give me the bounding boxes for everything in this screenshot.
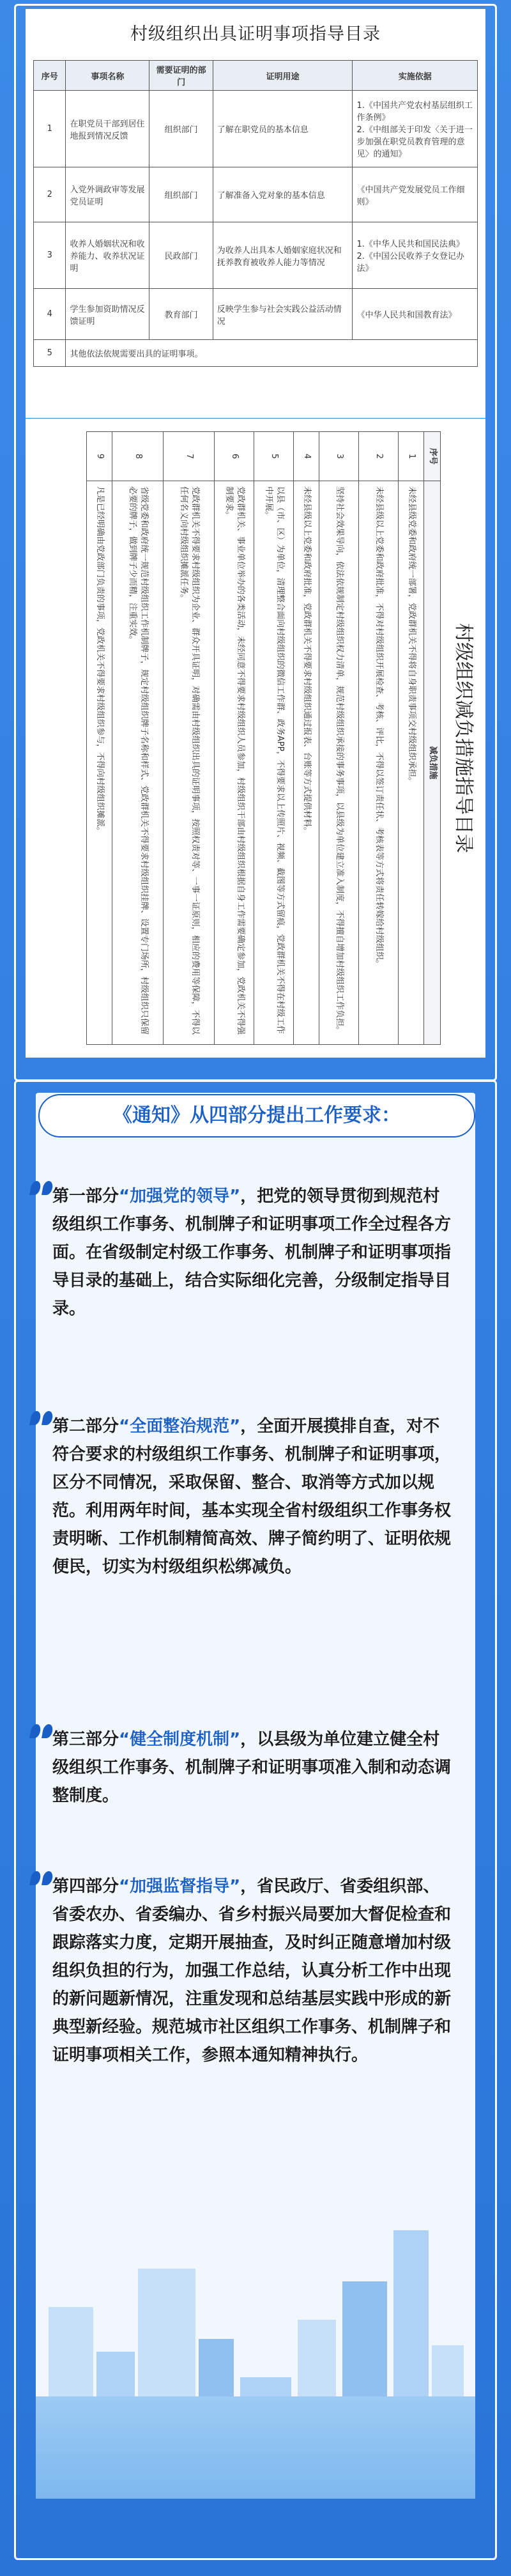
table-row <box>34 340 478 367</box>
part-prefix: 第一部分 <box>52 1187 119 1206</box>
table-row <box>34 91 478 167</box>
row-item: 其他依法依规需要出具的证明事项。 <box>66 340 478 367</box>
table-row <box>87 432 112 1045</box>
table2-rotated <box>26 419 485 1058</box>
row-item: 入党外调政审等发展党员证明 <box>66 167 149 222</box>
row-no: 3 <box>319 432 359 481</box>
table1-header-basis: 实施依据 <box>353 61 478 91</box>
row-no: 6 <box>215 432 254 481</box>
row-item: 收养人婚姻状况和收养能力、收养状况证明 <box>66 222 149 289</box>
row-basis: 1.《中华人民共和国民法典》 2.《中国公民收养子女登记办法》 <box>353 222 478 289</box>
table2-card <box>26 419 485 1058</box>
row-measure: 坚持社会效果导向，依法依规制定村级组织权力清单，规范村级组织承接的事务事项，以县级为单位建立准入制度，不得擅自增加村级组织工作负担。 <box>319 481 359 1045</box>
row-no: 3 <box>34 222 66 289</box>
table2-title: 村级组织减负措施指导目录 <box>452 623 475 853</box>
table2 <box>86 431 441 1045</box>
row-dept: 组织部门 <box>149 167 213 222</box>
row-use: 了解准备入党对象的基本信息 <box>213 167 353 222</box>
table-row <box>215 432 254 1045</box>
row-no: 5 <box>254 432 294 481</box>
row-dept: 教育部门 <box>149 289 213 340</box>
row-no: 1 <box>399 432 424 481</box>
row-measure: 党政群机关、事业单位举办的各类活动，未经同意不得要求村级组织人员参加，村级组织干部由村级组织根据自身工作需要确定参加，党政机关不得强制要求。 <box>215 481 254 1045</box>
part-prefix: 第二部分 <box>52 1417 119 1436</box>
table1-header-dept: 需要证明的部门 <box>149 61 213 91</box>
row-measure: 党政群机关不得要求村级组织为企业、群众开具证明，对确需由村级组织出具的证明事项，按照权责对等、一事一证原则，相应的费用等保障，不得以任何名义向村级组织摊派任务。 <box>164 481 215 1045</box>
table-row <box>164 432 215 1045</box>
part-highlight: “加强监督指导” <box>119 1877 241 1896</box>
row-use: 反映学生参与社会实践公益活动情况 <box>213 289 353 340</box>
part-text: ，省民政厅、省委组织部、省委农办、省委编办、省乡村振兴局要加大督促检查和跟踪落实力度，定期开展抽查，及时纠正随意增加村级组织负担的行为，加强工作总结，认真分析工作中出现的新问题新情况，注重发现和总结基层实践中形成的新典型新经验。规范城市社区组织工作事务、机制牌子和证明事项相关工作，参照本通知精神执行。 <box>52 1877 452 2065</box>
row-no: 7 <box>164 432 215 481</box>
notice-part-3 <box>52 1725 455 1810</box>
table-row <box>254 432 294 1045</box>
row-measure: 以县（市、区）为单位，清理整合面向村级组织的微信工作群、政务APP，不得要求以上传照片、视频、截图等方式留痕，党政群机关不得在村级工作中开展。 <box>254 481 294 1045</box>
row-no: 9 <box>87 432 112 481</box>
quote-icon <box>31 1176 55 1194</box>
table1-header-item: 事项名称 <box>66 61 149 91</box>
part-highlight: “健全制度机制” <box>119 1730 241 1749</box>
table1-card <box>26 9 485 418</box>
table-row <box>34 167 478 222</box>
row-basis: 《中国共产党发展党员工作细则》 <box>353 167 478 222</box>
row-dept: 组织部门 <box>149 91 213 167</box>
row-use: 为收养人出具本人婚姻家庭状况和抚养教育被收养人能力等情况 <box>213 222 353 289</box>
table-row <box>34 289 478 340</box>
ground-decoration <box>36 2396 475 2499</box>
row-no: 2 <box>359 432 399 481</box>
quote-icon <box>31 1719 55 1737</box>
table1-title: 村级组织出具证明事项指导目录 <box>130 24 381 44</box>
row-basis: 1.《中国共产党农村基层组织工作条例》 2.《中组部关于印发〈关于进一步加强在职党员教育管理的意见〉的通知》 <box>353 91 478 167</box>
row-basis: 《中华人民共和国教育法》 <box>353 289 478 340</box>
notice-part-2 <box>52 1412 455 1581</box>
row-item: 在职党员干部到居住地报到情况反馈 <box>66 91 149 167</box>
table-row <box>319 432 359 1045</box>
row-no: 2 <box>34 167 66 222</box>
row-no: 4 <box>294 432 319 481</box>
table-row <box>294 432 319 1045</box>
part-text: ，把党的领导贯彻到规范村级组织工作事务、机制牌子和证明事项工作全过程各方面。在省级制定村级工作事务、机制牌子和证明事项指导目录的基础上，结合实际细化完善，分级制定指导目录。 <box>52 1187 452 1318</box>
row-no: 5 <box>34 340 66 367</box>
table2-header-row <box>424 432 441 1045</box>
table2-header-no: 序号 <box>424 432 441 481</box>
row-measure: 未经县级以上党委和政府批准，党政群机关不得要求村级组织通过报表、台账等方式提供材料。 <box>294 481 319 1045</box>
row-measure: 未经县级党委和政府统一部署，党政群机关不得将自身职责事项交村级组织承担。 <box>399 481 424 1045</box>
table1-header-row <box>34 61 478 91</box>
part-prefix: 第四部分 <box>52 1877 119 1896</box>
row-measure: 凡是已经明确由党政部门负责的事项，党政机关不得要求村级组织参与，不得向村级组织摊派。 <box>87 481 112 1045</box>
part-highlight: “全面整治规范” <box>119 1417 241 1436</box>
row-use: 了解在职党员的基本信息 <box>213 91 353 167</box>
row-dept: 民政部门 <box>149 222 213 289</box>
table2-header-measure: 减负措施 <box>424 481 441 1045</box>
row-no: 8 <box>112 432 164 481</box>
table1 <box>33 60 478 367</box>
table-row <box>112 432 164 1045</box>
table-row <box>399 432 424 1045</box>
notice-part-4 <box>52 1872 455 2069</box>
row-item: 学生参加资助情况反馈证明 <box>66 289 149 340</box>
row-no: 4 <box>34 289 66 340</box>
part-text: ，全面开展摸排自查，对不符合要求的村级组织工作事务、机制牌子和证明事项，区分不同情况，采取保留、整合、取消等方式加以规范。利用两年时间，基本实现全省村级组织工作事务权责明晰、工作机制精简高效、牌子简约明了、证明依规便民，切实为村级组织松绑减负。 <box>52 1417 452 1577</box>
part-prefix: 第三部分 <box>52 1730 119 1749</box>
part-highlight: “加强党的领导” <box>119 1187 241 1206</box>
notice-part-1 <box>52 1182 455 1323</box>
city-skyline-illustration <box>36 2109 475 2499</box>
row-no: 1 <box>34 91 66 167</box>
part-text: ，以县级为单位建立健全村级组织工作事务、机制牌子和证明事项准入制和动态调整制度。 <box>52 1730 452 1805</box>
table-row <box>34 222 478 289</box>
table1-header-use: 证明用途 <box>213 61 353 91</box>
table-row <box>359 432 399 1045</box>
notice-heading: 《通知》从四部分提出工作要求： <box>38 1094 475 1138</box>
quote-icon <box>31 1406 55 1424</box>
quote-icon <box>31 1866 55 1884</box>
row-measure: 省级党委和政府统一规范村级组织工作机制牌子，规定村级组织牌子名称和样式、党政群机关不得要求村级组织挂牌、设置专门场所，村级组织只保留必要的牌子，做到牌子少而精，注重实效。 <box>112 481 164 1045</box>
row-measure: 未经县级以上党委和政府批准，不得对村级组织开展检查、考核、评比，不得以签订责任状、考核表等方式将责任转嫁给村级组织。 <box>359 481 399 1045</box>
table1-header-no: 序号 <box>34 61 66 91</box>
